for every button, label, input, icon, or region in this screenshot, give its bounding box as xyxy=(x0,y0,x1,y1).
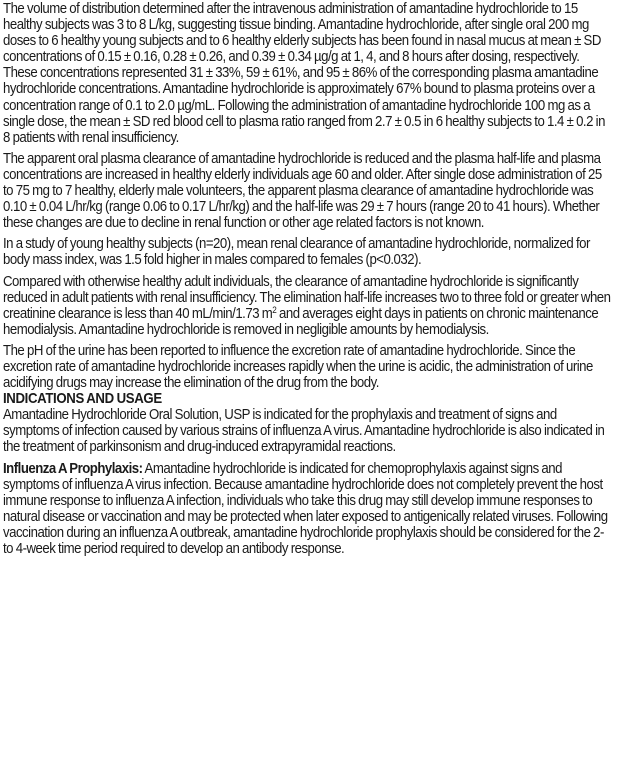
paragraph-renal-clearance-sex: In a study of young healthy subjects (n=20), mean renal clearance of amantadine hydrochloride, normalized for body mass index, was 1.5 fold higher in males compared to females (p<0.032). xyxy=(3,236,590,269)
renal-text-before: Compared with otherwise healthy adult individuals, the clearance of amantadine hydrochloride is significantly reduced in adult patients with renal insufficiency. The elimination half-life increases two to three fold or greater when creatinine clearance is less than 40 mL/min/1.73 m xyxy=(3,273,611,322)
section-heading-indications: INDICATIONS AND USAGE xyxy=(3,391,162,408)
superscript-squared: 2 xyxy=(272,304,277,315)
paragraph-volume-distribution: The volume of distribution determined after the intravenous administration of amantadine hydrochloride to 15 healthy subjects was 3 to 8 L/kg, suggesting tissue binding. Amantadine hydrochloride, after single oral 200 mg doses to 6 healthy young subjects and to 6 healthy elderly subjects has been found in nasal mucus at mean ± SD concentrations of 0.15 ± 0.16, 0.28 ± 0.26, and 0.39 ± 0.34 µg/g at 1, 4, and 8 hours after dosing, respectively. These concentrations represented 31 ± 33%, 59 ± 61%, and 95 ± 86% of the corresponding plasma amantadine hydrochloride concentrations. Amantadine hydrochloride is approximately 67% bound to plasma proteins over a concentration range of 0.1 to 2.0 µg/mL. Following the administration of amantadine hydrochloride 100 mg as a single dose, the mean ± SD red blood cell to plasma ratio ranged from 2.7 ± 0.5 in 6 healthy subjects to 1.4 ± 0.2 in 8 patients with renal insufficiency. xyxy=(3,1,605,146)
paragraph-renal-insufficiency xyxy=(3,274,611,338)
prophylaxis-text: Amantadine hydrochloride is indicated for chemoprophylaxis against signs and symptoms of influenza A virus infection. Because amantadine hydrochloride does not completely prevent the host immune response to influenza A infection, individuals who take this drug may still develop immune responses to natural disease or vaccination and may be protected when later exposed to antigenically related viruses. Following vaccination during an influenza A outbreak, amantadine hydrochloride prophylaxis should be considered for the 2- to 4-week time period required to develop an antibody response. xyxy=(3,460,608,557)
paragraph-indications: Amantadine Hydrochloride Oral Solution, USP is indicated for the prophylaxis and treatment of signs and symptoms of infection caused by various strains of influenza A virus. Amantadine hydrochloride is also indicated in the treatment of parkinsonism and drug-induced extrapyramidal reactions. xyxy=(3,407,605,456)
document-page xyxy=(3,1,611,562)
paragraph-urine-ph: The pH of the urine has been reported to influence the excretion rate of amantadine hydrochloride. Since the excretion rate of amantadine hydrochloride increases rapidly when the urine is acidic, the administration of urine acidifying drugs may increase the elimination of the drug from the body. xyxy=(3,342,593,392)
paragraph-elderly-clearance: The apparent oral plasma clearance of amantadine hydrochloride is reduced and the plasma half-life and plasma concentrations are increased in healthy elderly individuals age 60 and older. After single dose administration of 25 to 75 mg to 7 healthy, elderly male volunteers, the apparent plasma clearance of amantadine hydrochloride was 0.10 ± 0.04 L/hr/kg (range 0.06 to 0.17 L/hr/kg) and the half-life was 29 ± 7 hours (range 20 to 41 hours). Whether these changes are due to decline in renal function or other age related factors is not known. xyxy=(3,150,602,232)
prophylaxis-label: Influenza A Prophylaxis: xyxy=(3,460,143,477)
paragraph-prophylaxis xyxy=(3,461,611,558)
renal-text-after: and averages eight days in patients on chronic maintenance hemodialysis. Amantadine hydrochloride is removed in negligible amounts by hemodialysis. xyxy=(3,305,599,338)
